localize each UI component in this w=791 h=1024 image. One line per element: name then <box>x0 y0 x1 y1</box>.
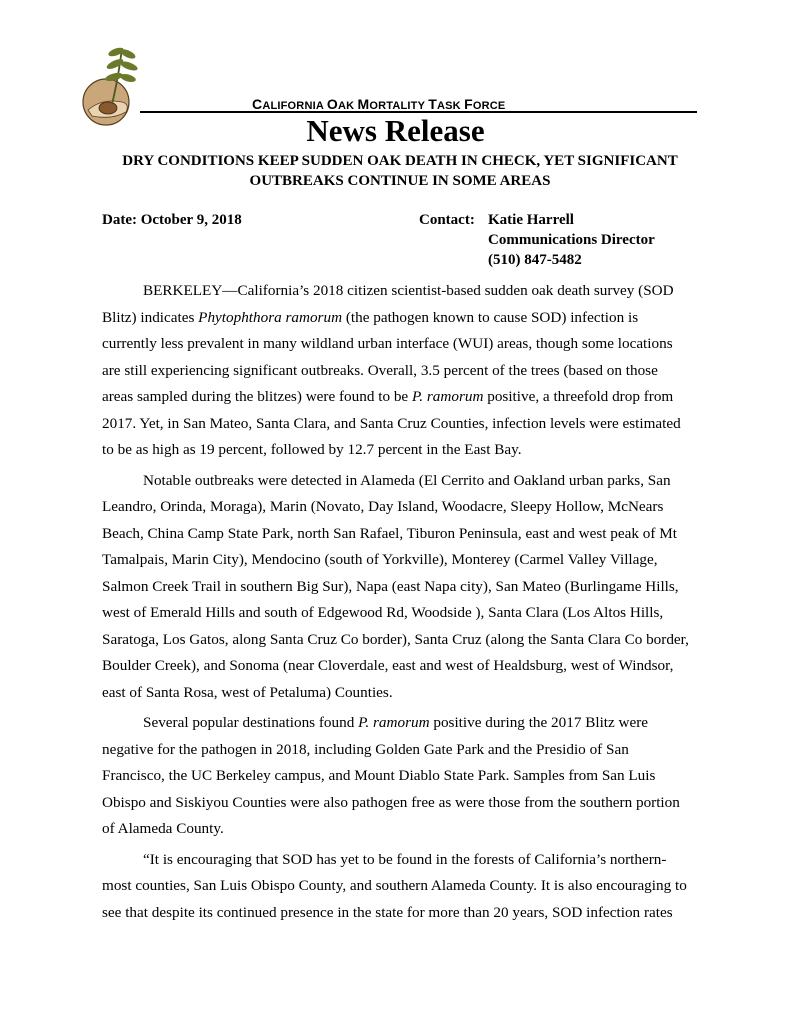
org-name-smallcaps: ORCE <box>472 100 506 112</box>
org-name-smallcaps: AK <box>337 100 358 112</box>
release-body <box>102 278 692 930</box>
species-name: Phytophthora ramorum <box>198 308 343 326</box>
headline-line: DRY CONDITIONS KEEP SUDDEN OAK DEATH IN CHECK, YET SIGNIFICANT <box>122 153 678 169</box>
org-name-smallcaps: ORTALITY <box>369 100 429 112</box>
org-name-initial: F <box>464 96 473 112</box>
contact-name: Katie Harrell <box>488 212 574 228</box>
release-headline <box>90 151 710 191</box>
headline-line: OUTBREAKS CONTINUE IN SOME AREAS <box>249 173 551 189</box>
contact-label: Contact: <box>419 212 475 228</box>
body-paragraph: Several popular destinations found P. ramorum positive during the 2017 Blitz were negative for the pathogen in 2018, including Golden Gate Park and the Presidio of San Francisco, the UC Berkeley campus, and Mount Diablo State Park. Samples from San Luis Obispo and Siskiyou Counties were also pathogen free as were those from the southern portion of Alameda County. <box>102 714 680 837</box>
contact-title: Communications Director <box>488 232 655 248</box>
body-paragraph: BERKELEY—California’s 2018 citizen scientist-based sudden oak death survey (SOD Blitz) indicates Phytophthora ramorum (the pathogen known to cause SOD) infection is currently less prevalent in many wildland urban interface (WUI) areas, though some locations are still experiencing significant outbreaks. Overall, 3.5 percent of the trees (based on those areas sampled during the blitzes) were found to be P. ramorum positive, a threefold drop from 2017. Yet, in San Mateo, Santa Clara, and Santa Cruz Counties, infection levels were estimated to be as high as 19 percent, followed by 12.7 percent in the East Bay. <box>102 282 681 458</box>
organization-name <box>252 96 552 112</box>
org-name-initial: O <box>326 96 338 112</box>
org-name-smallcaps: ASK <box>436 100 465 112</box>
org-name-initial: M <box>357 96 370 112</box>
species-name: P. ramorum <box>411 388 484 405</box>
body-paragraph: “It is encouraging that SOD has yet to be found in the forests of California’s northern-most counties, San Luis Obispo County, and southern Alameda County. It is also encouraging to see that despite its continued presence in the state for more than 20 years, SOD infection rates <box>102 850 687 921</box>
body-paragraph: Notable outbreaks were detected in Alameda (El Cerrito and Oakland urban parks, San Leandro, Orinda, Moraga), Marin (Novato, Day Island, Woodacre, Sleepy Hollow, McNears Beach, China Camp State Park, north San Rafael, Tiburon Peninsula, east and west peak of Mt Tamalpais, Marin City), Mendocino (south of Yorkville), Monterey (Carmel Valley Village, Salmon Creek Trail in southern Big Sur), Napa (east Napa city), San Mateo (Burlingame Hills, west of Emerald Hills and south of Edgewood Rd, Woodside ), Santa Clara (Los Altos Hills, Saratoga, Los Gatos, along Santa Cruz Co border), Santa Cruz (along the Santa Clara Co border, Boulder Creek), and Sonoma (near Cloverdale, east and west of Healdsburg, west of Windsor, east of Santa Rosa, west of Petaluma) Counties. <box>102 471 689 701</box>
species-name: P. ramorum <box>358 714 430 731</box>
org-name-initial: C <box>252 96 263 112</box>
org-name-smallcaps: ALIFORNIA <box>262 100 327 112</box>
page-title: News Release <box>306 113 485 148</box>
release-date: Date: October 9, 2018 <box>102 212 242 228</box>
contact-details <box>488 210 655 270</box>
contact-phone: (510) 847-5482 <box>488 252 582 268</box>
org-name-initial: T <box>428 96 437 112</box>
